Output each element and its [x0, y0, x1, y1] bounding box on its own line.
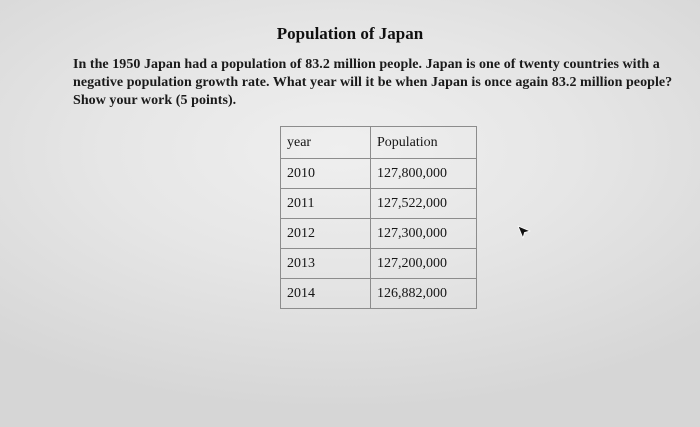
header-population: Population: [371, 127, 477, 159]
population-cell: 127,300,000: [371, 219, 477, 249]
year-cell: 2012: [281, 219, 371, 249]
population-cell: 127,200,000: [371, 249, 477, 279]
table-row: [281, 189, 477, 219]
header-year: year: [281, 127, 371, 159]
page-title: Population of Japan: [276, 24, 424, 43]
question-text: In the 1950 Japan had a population of 83.2 million people. Japan is one of twenty countries with a negative population growth rate. What year will it be when Japan is once again 83.2 million people? Show your work (5 points).: [73, 57, 673, 108]
table-row: [281, 249, 477, 279]
year-cell: 2011: [281, 189, 371, 219]
table-row: [281, 279, 477, 309]
population-cell: 127,522,000: [371, 189, 477, 219]
table-row: [281, 219, 477, 249]
mouse-pointer-icon: [516, 224, 532, 240]
year-cell: 2014: [281, 279, 371, 309]
table-row: [281, 159, 477, 189]
population-table: [280, 126, 477, 309]
year-cell: 2013: [281, 249, 371, 279]
year-cell: 2010: [281, 159, 371, 189]
population-cell: 127,800,000: [371, 159, 477, 189]
table-header-row: [281, 127, 477, 159]
population-cell: 126,882,000: [371, 279, 477, 309]
